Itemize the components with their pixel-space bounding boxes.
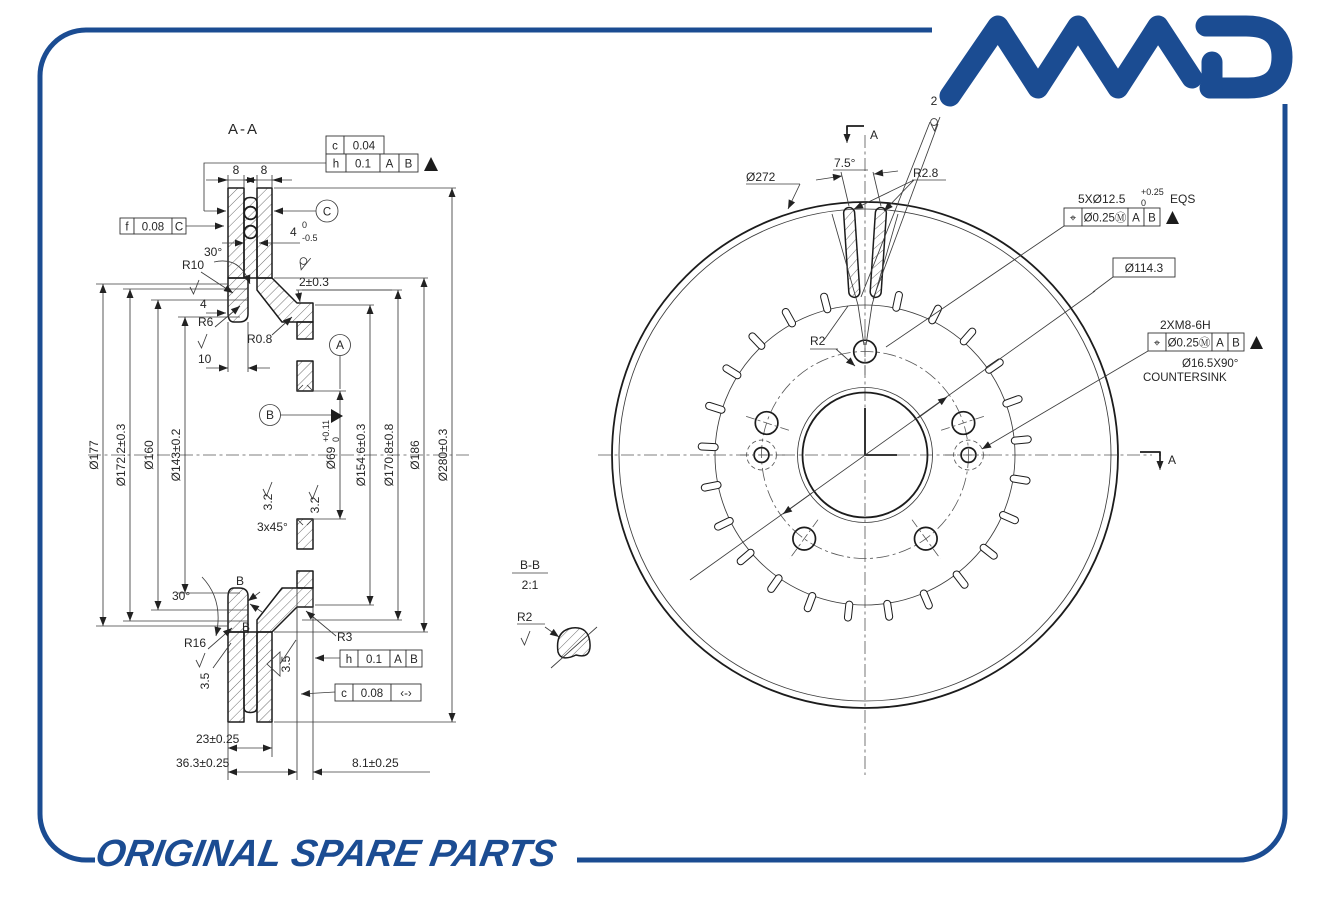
frame-run-d1: A xyxy=(394,654,402,666)
r2-front: R2 xyxy=(810,334,826,348)
frame-run-d2: B xyxy=(410,654,418,666)
dia-170: Ø170.8±0.8 xyxy=(382,423,396,487)
r6-label: R6 xyxy=(198,315,214,329)
pos1-val: Ø0.25Ⓜ xyxy=(1083,212,1127,225)
detail-r2: R2 xyxy=(517,610,533,624)
frame-face-datum: ‹-› xyxy=(400,688,412,700)
frame-top-d1: A xyxy=(385,158,394,171)
dia-143: Ø143±0.2 xyxy=(169,428,183,482)
section-a-right: A xyxy=(1168,453,1177,467)
t35b: 3.5 xyxy=(279,655,293,673)
cut-b1: B xyxy=(235,574,245,588)
r08-label: R0.8 xyxy=(247,332,273,346)
dia-272: Ø272 xyxy=(746,170,776,184)
section-a-top: A xyxy=(870,128,879,142)
dim-8a: 8 xyxy=(232,163,240,177)
dia-186: Ø186 xyxy=(408,440,422,470)
dia-69: Ø69 xyxy=(324,446,338,470)
frame-flat-sym: f xyxy=(125,221,129,234)
dim-81: 8.1±0.25 xyxy=(352,756,399,770)
angle-30-top: 30° xyxy=(204,245,223,259)
r10-label: R10 xyxy=(182,258,205,272)
t35a: 3.5 xyxy=(198,672,212,690)
frame-top-d2: B xyxy=(404,158,413,171)
holes-eqs: EQS xyxy=(1170,192,1196,206)
tol4-nom: 4 xyxy=(290,225,297,239)
frame-face-val: 0.08 xyxy=(360,688,384,700)
countersink-2: COUNTERSINK xyxy=(1143,372,1227,384)
tagline: ORIGINAL SPARE PARTS xyxy=(92,833,560,875)
frame-top-val1: 0.04 xyxy=(352,140,376,153)
dim-363: 36.3±0.25 xyxy=(176,756,230,770)
bcd-label: Ø114.3 xyxy=(1124,261,1164,275)
holes-sup: +0.25 xyxy=(1141,187,1164,197)
front-view xyxy=(598,117,1263,775)
detail-scale: 2:1 xyxy=(521,578,539,592)
angle-30-bot: 30° xyxy=(172,589,191,603)
frame-top-sym2: h xyxy=(332,158,340,171)
dia-160: Ø160 xyxy=(142,440,156,470)
frame-flat-datum: C xyxy=(174,221,184,234)
pos1-d2: B xyxy=(1148,212,1156,225)
frame-flat-val: 0.08 xyxy=(141,221,165,234)
dia-69-sub: 0 xyxy=(331,436,341,442)
rough-2: 2 xyxy=(930,94,938,108)
dia-172: Ø172.2±0.3 xyxy=(114,423,128,487)
datum-c-balloon: C xyxy=(322,206,332,219)
pos2-d1: A xyxy=(1216,337,1224,350)
datum-b-balloon: B xyxy=(265,408,275,422)
holes-sub: 0 xyxy=(1141,198,1147,208)
chamfer-345: 3x45° xyxy=(257,520,288,534)
dim-10: 10 xyxy=(198,352,212,366)
pos2-sym: ⌖ xyxy=(1153,337,1161,350)
pos2-val: Ø0.25Ⓜ xyxy=(1167,337,1211,350)
r28-label: R2.8 xyxy=(913,166,939,180)
frame-top-val2: 0.1 xyxy=(355,158,371,171)
cut-b2: B xyxy=(241,620,251,634)
tol4-sup: 0 xyxy=(302,220,308,230)
dim-8b: 8 xyxy=(260,163,268,177)
pos1-sym: ⌖ xyxy=(1069,212,1077,225)
pos1-d1: A xyxy=(1132,212,1140,225)
countersink-1: Ø16.5X90° xyxy=(1182,358,1239,370)
rough-32b: 3.2 xyxy=(308,496,322,514)
section-title: A-A xyxy=(228,121,260,138)
detail-title: B-B xyxy=(519,558,541,572)
step-2: 2±0.3 xyxy=(299,275,329,289)
tol4-sub: -0.5 xyxy=(302,233,318,243)
dia-154: Ø154.6±0.3 xyxy=(354,423,368,487)
dia-69-sup: +0.11 xyxy=(321,419,331,442)
frame-run-sym: h xyxy=(345,654,353,666)
r3-label: R3 xyxy=(337,630,353,644)
dim-23: 23±0.25 xyxy=(196,732,240,746)
frame-run-val: 0.1 xyxy=(366,654,382,666)
dim-4: 4 xyxy=(200,297,207,311)
r16-label: R16 xyxy=(184,636,207,650)
dia-280: Ø280±0.3 xyxy=(436,428,450,482)
frame-face-sym: c xyxy=(341,688,347,700)
dia-69-group xyxy=(321,420,341,469)
angle-75: 7.5° xyxy=(834,156,856,170)
thread-label: 2XM8-6H xyxy=(1160,318,1211,332)
frame-top-sym1: c xyxy=(332,140,338,153)
rough-32a: 3.2 xyxy=(261,493,275,511)
pos2-d2: B xyxy=(1232,337,1240,350)
datum-a-balloon: A xyxy=(335,338,345,352)
holes-label: 5XØ12.5 xyxy=(1078,192,1126,206)
dia-177: Ø177 xyxy=(87,440,101,470)
